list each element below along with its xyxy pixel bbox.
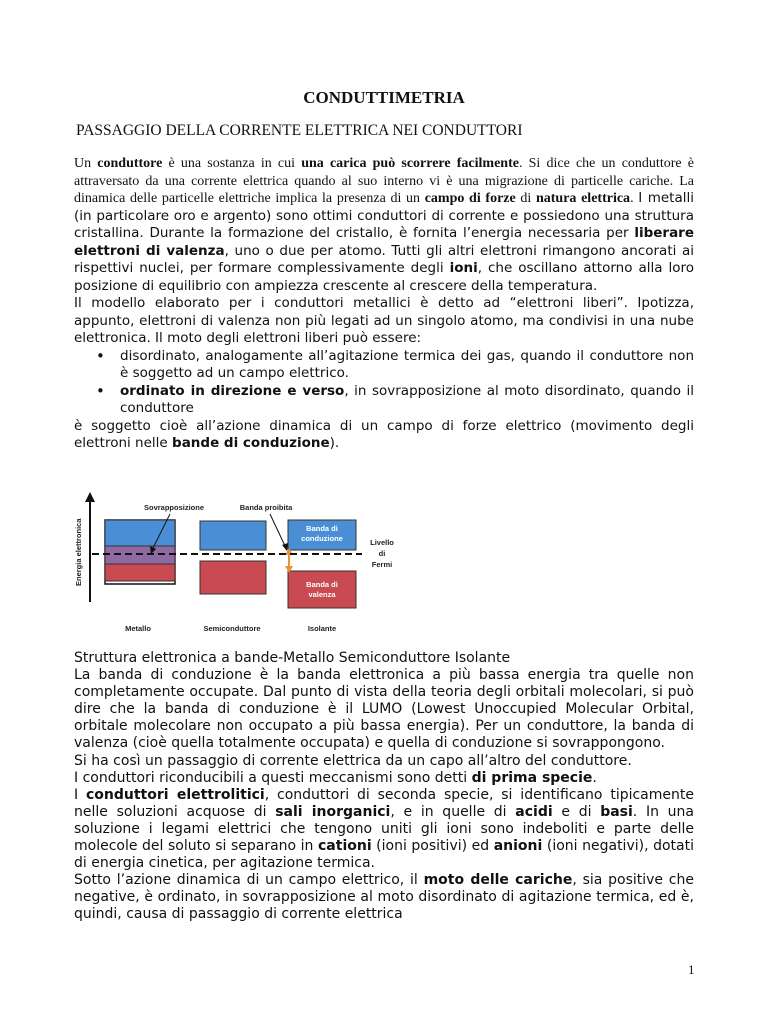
electrolytic-text: , conduttori di seconda specie, si identificano tipicamente nelle soluzioni acquose di [74,786,694,820]
after-list-text: ). [329,435,340,451]
electrolytic-text: (ioni negativi), dotati di energia cinetica, per agitazione termica. [74,838,694,872]
charge-motion-text: Sotto l’azione dinamica di un campo elettrico, il [74,872,424,889]
metals-text: , uno o due per atomo. Tutti gli altri elettroni rimangono ancorati ai rispettivi nuclei, per formare complessivamente degli [74,242,695,276]
list-item [120,383,694,418]
bullet-text: , in sovrapposizione al moto disordinato, quando il conduttore [120,382,695,416]
charge-motion-paragraph [74,872,694,923]
semiconductor-valence-band [200,561,266,594]
electrolytic-text: . In una soluzione i legami elettrici che tengono uniti gli ioni sono indeboliti e parte delle molecole del soluto si separano in [74,803,694,855]
motion-list [74,348,694,418]
metal-valence-band [105,564,175,581]
first-species-sentence [74,770,694,787]
intro-paragraph [74,155,694,453]
electrolytic-bold-term: conduttori elettrolitici [85,786,265,803]
intro-bold-term: una carica può scorrere facilmente [301,156,519,171]
overlap-label: Sovrapposizione [143,503,205,512]
metals-bold-term: liberare elettroni di valenza [74,225,694,259]
category-label-semiconductor: Semiconduttore [203,624,261,633]
charge-motion-text: , sia positive che negative, è ordinato, in sovrapposizione al moto disordinato di agitazione termica, ed è, quindi, causa di passaggio di corrente elettrica [74,872,694,923]
valence-band-label: valenza [308,590,336,599]
electrolytic-text: (ioni positivi) ed [371,838,494,855]
metals-text: I metalli (in particolare oro e argento) sono ottimi conduttori di corrente e possiedono una struttura cristallina. Durante la formazione del cristallo, è fornita l’energia necessaria per [74,190,694,241]
page-number: 1 [688,962,695,977]
band-gap-label: Banda proibita [239,503,293,512]
free-electrons-paragraph: Il modello elaborato per i conduttori metallici è detto ad “elettroni liberi”. Ipotizza, appunto, elettroni di valenza non più legati ad un singolo atomo, ma condivisi in una nube elettronica. Il moto degli elettroni liberi può essere: [74,295,694,346]
intro-bold-term: campo di forze [424,191,516,206]
y-axis-label: Energia elettronica [74,518,83,586]
electrolytic-text: I [74,786,86,803]
intro-bold-term: conduttore [97,156,163,171]
current-sentence: Si ha così un passaggio di corrente elettrica da un capo all’altro del conduttore. [74,752,632,769]
first-species-bold-term: di prima specie [471,769,593,786]
fermi-level-label: di [378,549,386,558]
electrolytic-bold-term: sali inorganici [275,803,391,820]
charge-motion-bold-term: moto delle cariche [423,872,573,889]
after-list-text: è soggetto cioè all’azione dinamica di un campo di forze elettrico (movimento degli elettroni nelle [74,417,694,451]
electrolytic-bold-term: anioni [493,838,543,855]
first-species-text: . [592,769,597,786]
conduction-band-label: Banda di [306,524,338,533]
semiconductor-conduction-band [200,521,266,550]
electrolytic-bold-term: cationi [318,838,372,855]
band-structure-diagram [70,488,400,640]
category-label-metal: Metallo [125,624,151,633]
intro-text: . [630,191,639,206]
valence-band-label: Banda di [306,580,338,589]
section-heading: PASSAGGIO DELLA CORRENTE ELETTRICA NEI CONDUTTORI [76,122,523,139]
intro-text: è una sostanza in cui [162,156,302,171]
band-gap-pointer [270,514,286,548]
document-title: CONDUTTIMETRIA [303,88,465,107]
bands-explanation [74,650,694,924]
electrolytic-paragraph [74,787,694,872]
electrolytic-bold-term: basi [600,803,633,820]
fermi-level-label: Livello [370,538,394,547]
electrolytic-text: , e in quelle di [390,803,516,820]
intro-text: . Si dice che un conduttore è attraversato da una corrente elettrica quando al suo interno vi è una migrazione di particelle cariche. La dinamica delle particelle elettriche implica la presenza di un [74,156,694,206]
bullet-bold-term: ordinato in direzione e verso [120,382,345,399]
electrolytic-text: e di [552,803,601,820]
y-axis-arrow-icon [85,492,95,502]
figure-caption: Struttura elettronica a bande-Metallo Semiconduttore Isolante [74,650,511,666]
after-list-bold-term: bande di conduzione [172,435,330,451]
list-item [120,348,694,383]
metals-bold-term: ioni [449,260,478,276]
band-gap-pointer-arrow-icon [282,543,288,551]
intro-text: Un [74,156,98,171]
conduction-band-paragraph: La banda di conduzione è la banda elettronica a più bassa energia tra quelle non completamente occupate. Dal punto di vista della teoria degli orbitali molecolari, si può dire che la banda di conduzione è il LUMO (Lowest Unoccupied Molecular Orbital, orbitale molecolare non occupato a più bassa energia). Per un conduttore, la banda di valenza (cioè quella totalmente occupata) e quella di conduzione si sovrappongono. [74,667,694,752]
category-label-insulator: Isolante [307,624,337,633]
intro-bold-term: natura elettrica [535,191,631,206]
intro-text: di [515,191,536,206]
first-species-text: I conduttori riconducibili a questi meccanismi sono detti [74,769,472,786]
electrolytic-bold-term: acidi [515,803,553,820]
fermi-level-label: Fermi [371,560,393,569]
conduction-band-label: conduzione [301,534,343,543]
metals-text: , che oscillano attorno alla loro posizione di equilibrio con ampiezza crescente al crescere della temperatura. [74,260,694,294]
bullet-text: disordinato, analogamente all’agitazione termica dei gas, quando il conduttore non è soggetto ad un campo elettrico. [120,347,694,381]
